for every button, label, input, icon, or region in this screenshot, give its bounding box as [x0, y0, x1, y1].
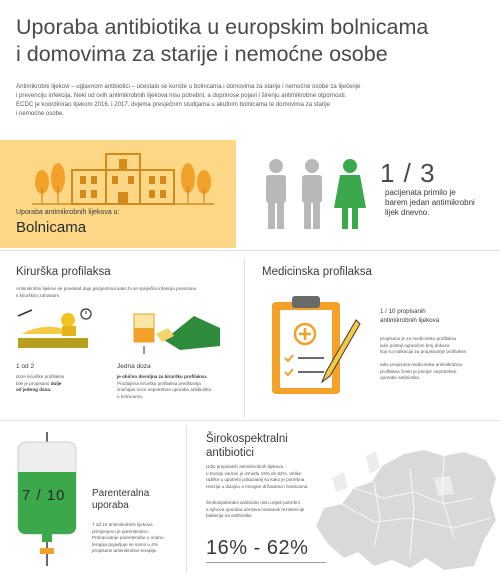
- range-low: 16%: [206, 537, 248, 559]
- surgical-desc: [16, 286, 236, 299]
- surgical-desc-line: s kirurškim zahvatom.: [16, 292, 61, 298]
- parenteral-desc-line: primjenjeno je parenteralno.: [92, 528, 149, 534]
- surgical-stat-2-head: Jedna doza: [117, 363, 151, 370]
- broad-para-line: revizija u dizajnu a mnogim državama i bolnicama.: [206, 483, 309, 489]
- broad-para-line: u Europi varirao je između 16% do 62%. Velike: [206, 470, 302, 476]
- broad-para-line: razlike u upotrebi pokazatelj su kako je potrebna: [206, 477, 305, 483]
- surgical-stat-1-line: [16, 387, 106, 394]
- medical-head-line: antimikrobnih lijekova: [380, 316, 440, 324]
- parenteral-desc: [92, 522, 182, 555]
- patients-line: barem jedan antimikrobni: [385, 198, 475, 207]
- intro-line: i prevenciju infekcija. Neki od ovih antimikrobnih lijekova nisu potrebni, a doprinose pojavi i širenju antimikrobne otpornosti.: [16, 92, 347, 99]
- parenteral-desc-line: 7 od 10 antimikrobnih lijekova: [92, 522, 153, 527]
- page-title: [16, 14, 486, 68]
- surgical-stat-1: [16, 362, 106, 394]
- surgical-stat-1-head: 1 od 2: [16, 363, 35, 370]
- surgical-title: Kirurška profilaksa: [16, 266, 111, 278]
- broad-para-line: Udio propisanih antimikrobnih lijekova: [206, 464, 284, 469]
- parenteral-desc-line: propisane antimikrobne terapije.: [92, 548, 158, 554]
- clipboard-icon: [268, 292, 368, 402]
- broad-para-1: [206, 464, 346, 490]
- surgical-stat-2: [117, 362, 237, 400]
- medical-head-line: 1 / 10 propisanih: [380, 308, 426, 315]
- divider: [0, 420, 500, 421]
- person-grey-2-icon: [302, 159, 322, 229]
- broad-title-line: antibiotici: [206, 447, 254, 459]
- intro-line: i nemoćne osobe.: [16, 110, 65, 117]
- surgical-stat-2-line: Produljena kirurška profilaksa predstavlja: [117, 380, 201, 386]
- vial-hand-icon: [134, 306, 226, 356]
- broad-para-line: Širokospektralni antibiotici nisu uvijek potrebni,: [206, 500, 301, 505]
- surgery-illustration-icon: [14, 306, 102, 354]
- broad-para-line: a njihova uporaba ubrzava nastanak rezistencije: [206, 506, 305, 512]
- surgical-stat-2-line: u bolnicama.: [117, 393, 144, 399]
- patients-line: lijek dnevno.: [385, 208, 430, 217]
- medical-para-line: Iako propisana medicinska antimikrobna: [380, 362, 462, 367]
- surgical-stat-1-line: [16, 381, 106, 388]
- range-underline: [206, 562, 326, 563]
- medical-para-line: koji su indikacija za propisivanje profilakse.: [380, 349, 468, 355]
- vertical-divider: [186, 426, 187, 572]
- broad-title: [206, 432, 288, 460]
- medical-title: Medicinska profilaksa: [262, 266, 372, 278]
- intro-text: [16, 82, 456, 118]
- surgical-stat-2-emph: je obično dovoljna za kiruršku profilaksu.: [117, 374, 208, 379]
- surgical-stat-1-text: bile je propisano: [16, 380, 51, 386]
- vertical-divider: [244, 258, 245, 418]
- patients-line: pacijenata primilo je: [385, 188, 456, 197]
- surgical-desc-line: Antimikrobni lijekovi se ponekad daju pacijentima kako bi se spriječila infekcija povezana: [16, 286, 197, 291]
- parenteral-title-line: Parenteralna: [92, 488, 150, 499]
- person-grey-1-icon: [266, 159, 286, 229]
- broad-para-2: [206, 500, 346, 520]
- broad-range: [206, 537, 308, 560]
- medical-para-line: iako postoji ograničen broj dokaza: [380, 342, 450, 348]
- medical-para-2: [380, 362, 495, 382]
- patients-text: [385, 188, 495, 218]
- intro-line: Antimikrobni lijekovi – uglavnom antibiotici – učestalo se koriste u bolnicama i domovima za starije i nemoćne osobe za liječenje: [16, 83, 361, 90]
- intro-line: ECDC je koordinirao tijekom 2016. i 2017. dvjema presječnim studijama u akutnim bolnicama te domovima za starije: [16, 101, 330, 108]
- medical-para-line: profilaksa često je primjer nepotrebne: [380, 368, 457, 374]
- surgical-stat-1-emph: od jednog dana.: [16, 387, 52, 393]
- broad-title-line: Širokospektralni: [206, 433, 288, 445]
- broad-para-line: bakterija na antibiotike: [206, 513, 252, 519]
- parenteral-fraction: 7 / 10: [22, 487, 66, 504]
- divider: [0, 250, 500, 251]
- patients-figures-icon: [258, 158, 374, 230]
- medical-head: [380, 308, 490, 325]
- parenteral-title-line: uporaba: [92, 500, 129, 511]
- medical-para-line: uporabe antibiotika.: [380, 375, 421, 381]
- title-line-1: Uporaba antibiotika u europskim bolnicama: [16, 15, 429, 39]
- hospitals-label: Uporaba antimikrobnih lijekova u:: [16, 209, 120, 216]
- surgical-stat-1-emph: dulje: [50, 380, 62, 386]
- parenteral-desc-line: Prebacivanje parenteralne u oralnu: [92, 535, 164, 541]
- surgical-stat-2-line: [117, 374, 237, 381]
- surgical-stat-2-line: značajan izvor nepotrebne uporabe antibiotika: [117, 387, 211, 393]
- range-dash: -: [253, 537, 261, 559]
- medical-para-1: [380, 336, 495, 356]
- parenteral-desc-line: terapiju pojavljuje se samo u 4%: [92, 541, 158, 547]
- title-line-2: i domovima za starije i nemoćne osobe: [16, 42, 388, 66]
- person-green-icon: [334, 159, 366, 229]
- patients-ratio: 1 / 3: [380, 158, 436, 188]
- parenteral-title: [92, 488, 149, 512]
- surgical-stat-1-line: doze kirurške profilakse: [16, 374, 65, 379]
- range-high: 62%: [266, 537, 309, 559]
- medical-para-line: propisano je za medicinsku profilaksu: [380, 336, 457, 341]
- hospital-illustration-icon: [28, 148, 218, 208]
- hospitals-title: Bolnicama: [16, 219, 87, 236]
